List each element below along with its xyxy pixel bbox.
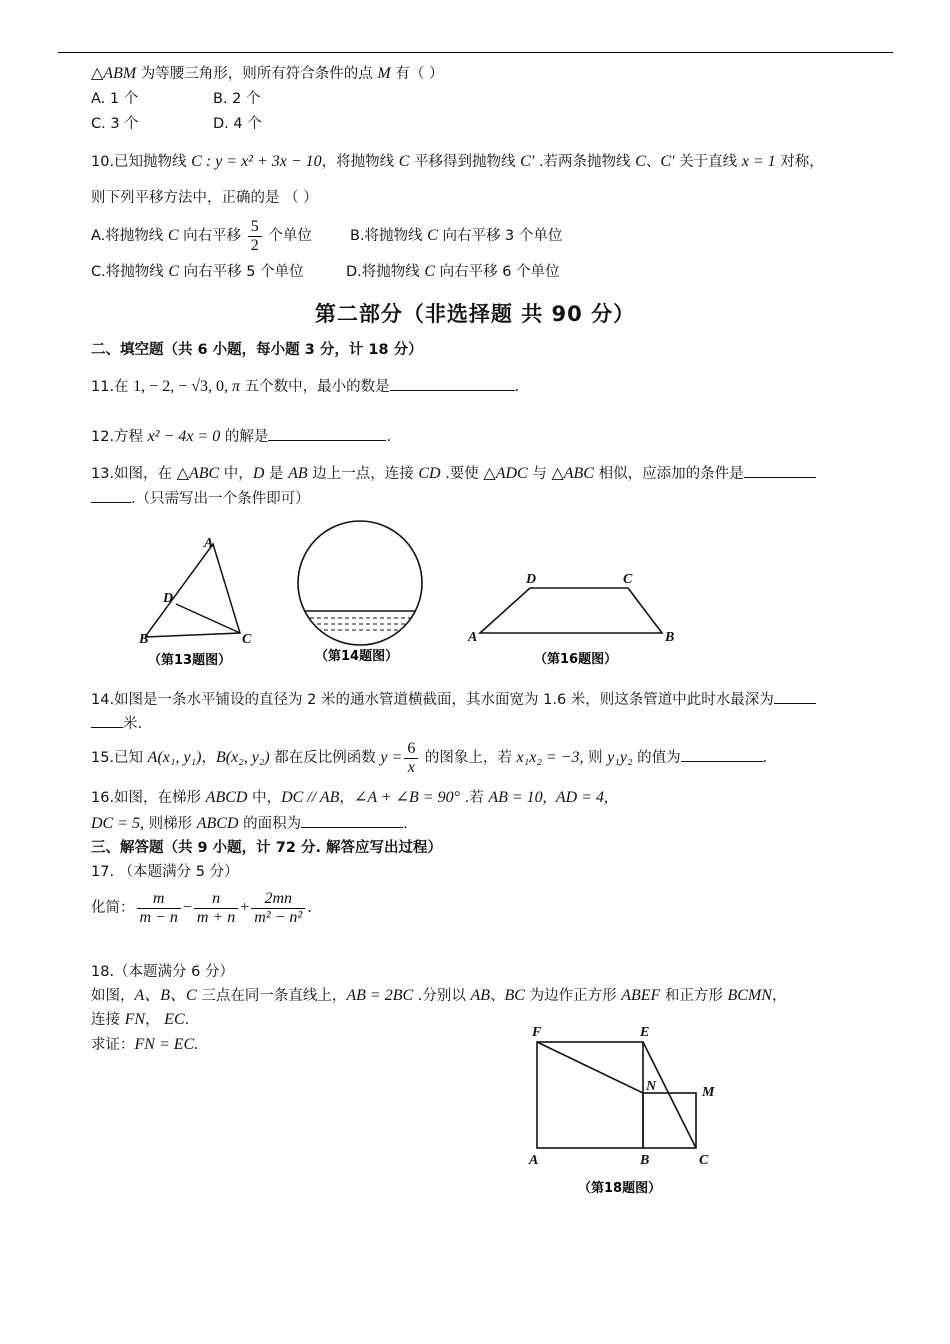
q17-expression: 化简： $\frac{m}{m - n}$ − $\frac{n}{m + n}$ + $\frac{2mn}{\text{m² − n²}}$ . xyxy=(91,889,312,926)
fig13-label-a: A xyxy=(204,536,214,551)
q10-line2: 则下列平移方法中，正确的是 （ ） xyxy=(91,190,318,206)
figure-14 xyxy=(295,515,425,670)
q17-heading: 17. （本题满分 5 分） xyxy=(91,864,239,880)
fig13-segment-cd xyxy=(176,604,240,633)
fig13-triangle xyxy=(145,544,240,637)
q17-fraction-3: $\frac{2mn}{\text{m² − n²}}$ xyxy=(251,890,305,927)
fig18-square-bcmn xyxy=(643,1093,696,1148)
fig18-square-abef xyxy=(537,1042,643,1148)
fig18-label-b: B xyxy=(640,1153,650,1168)
section-two-heading: 二、填空题（共 6 小题，每小题 3 分，计 18 分） xyxy=(91,342,423,358)
q9-option-a: A. 1 个 xyxy=(91,91,139,107)
figure-18 xyxy=(520,1020,720,1200)
q9-option-d: D. 4 个 xyxy=(213,116,262,132)
q17-fraction-1: $\frac{m}{m - n}$ xyxy=(137,890,181,927)
triangle-abm: △ABM xyxy=(91,65,137,82)
q13-line1: 13.如图，在 △ABC 中，D 是 AB 边上一点，连接 CD .要使 △ADC 与 △ABC 相似，应添加的条件是 xyxy=(91,462,816,484)
fig16-caption: （第16题图） xyxy=(534,652,618,667)
header-rule xyxy=(58,52,893,53)
q16-line2: DC = 5, 则梯形 ABCD 的面积为 . xyxy=(91,812,408,834)
fig13-label-c: C xyxy=(242,632,252,647)
fig13-label-b: B xyxy=(139,632,149,647)
fig18-caption: （第18题图） xyxy=(578,1181,662,1196)
q17-fraction-2: $\frac{n}{m + n}$ xyxy=(194,890,238,927)
q9-tail: △ABM 为等腰三角形，则所有符合条件的点 M 有（ ） xyxy=(91,65,444,82)
fig18-label-f: F xyxy=(532,1025,542,1040)
q11: 11.在 1, − 2, − √3, 0, π 五个数中，最小的数是 . xyxy=(91,375,519,397)
q13-answer-blank-cont[interactable] xyxy=(91,487,131,503)
q13-line2: .（只需写出一个条件即可） xyxy=(91,487,310,509)
part-two-title: 第二部分（非选择题 共 90 分） xyxy=(314,302,636,326)
q18-line3: 求证：FN = EC. xyxy=(91,1036,199,1053)
q16-line1: 16.如图，在梯形 ABCD 中，DC // AB，∠A + ∠B = 90° .若 AB = 10, AD = 4, xyxy=(91,789,609,806)
q15-answer-blank[interactable] xyxy=(681,746,763,762)
fig13-label-d: D xyxy=(163,591,174,606)
q14-line1: 14.如图是一条水平铺设的直径为 2 米的通水管道横截面，其水面宽为 1.6 米，则这条管道中此时水最深为 xyxy=(91,688,816,710)
fig18-segment-fn xyxy=(537,1042,643,1093)
q18-heading: 18.（本题满分 6 分） xyxy=(91,964,235,980)
fig18-segment-ec xyxy=(643,1042,696,1148)
fig18-label-e: E xyxy=(640,1025,650,1040)
q12-answer-blank[interactable] xyxy=(268,425,386,441)
fraction-6-x: $\frac{6}{x}$ xyxy=(404,740,418,777)
q9-option-b: B. 2 个 xyxy=(213,91,261,107)
fig16-label-d: D xyxy=(526,572,537,587)
q12: 12.方程 x² − 4x = 0 的解是 . xyxy=(91,425,391,447)
q10-line1: 10.已知抛物线 C : y = x² + 3x − 10，将抛物线 C 平移得到抛物线 C′ .若两条抛物线 C、C′ 关于直线 x = 1 对称， xyxy=(91,153,824,170)
fig16-trapezoid xyxy=(480,588,662,633)
parabola-eq: C : y = x² + 3x − 10 xyxy=(191,153,322,170)
fig18-label-n: N xyxy=(646,1079,657,1094)
q14-answer-blank[interactable] xyxy=(774,688,816,704)
fig14-caption: （第14题图） xyxy=(315,649,399,664)
q15: 15.已知 A(x₁, y₁)，B(x₂, y₂) 都在反比例函数 y = $\frac{6}{x}$ 的图象上，若 x₁x₂ = −3, 则 y₁y₂ 的值为 . xyxy=(91,739,768,776)
q11-answer-blank[interactable] xyxy=(390,375,515,391)
fig16-label-b: B xyxy=(665,630,675,645)
fig18-label-a: A xyxy=(529,1153,539,1168)
q18-line2: 连接 FN， EC. xyxy=(91,1011,190,1028)
fraction-5-2: $\frac{5}{2}$ xyxy=(248,218,262,255)
q10-option-c: C.将抛物线 C 向右平移 5 个单位 xyxy=(91,263,304,280)
q10-option-a: A.将抛物线 C 向右平移 $\frac{5}{2}$ 个单位 xyxy=(91,217,312,254)
fig13-caption: （第13题图） xyxy=(148,653,232,668)
figure-13 xyxy=(130,527,270,672)
fig14-pipe-circle xyxy=(298,521,422,645)
fig16-label-c: C xyxy=(623,572,633,587)
q18-line1: 如图，A、B、C 三点在同一条直线上，AB = 2BC .分别以 AB、BC 为边作正方形 ABEF 和正方形 BCMN， xyxy=(91,987,787,1004)
fig18-label-m: M xyxy=(702,1085,715,1100)
q16-answer-blank[interactable] xyxy=(301,812,403,828)
fig16-label-a: A xyxy=(468,630,478,645)
figure-16 xyxy=(462,565,680,673)
q10-option-b: B.将抛物线 C 向右平移 3 个单位 xyxy=(350,227,563,244)
q9-option-c: C. 3 个 xyxy=(91,116,139,132)
section-three-heading: 三、解答题（共 9 小题，计 72 分. 解答应写出过程） xyxy=(91,840,443,856)
q14-line2: 米. xyxy=(91,712,142,734)
fig14-water xyxy=(295,611,425,630)
q10-option-d: D.将抛物线 C 向右平移 6 个单位 xyxy=(346,263,560,280)
q14-answer-blank-cont[interactable] xyxy=(91,712,123,728)
fig18-label-c: C xyxy=(699,1153,709,1168)
q13-answer-blank[interactable] xyxy=(744,462,816,478)
